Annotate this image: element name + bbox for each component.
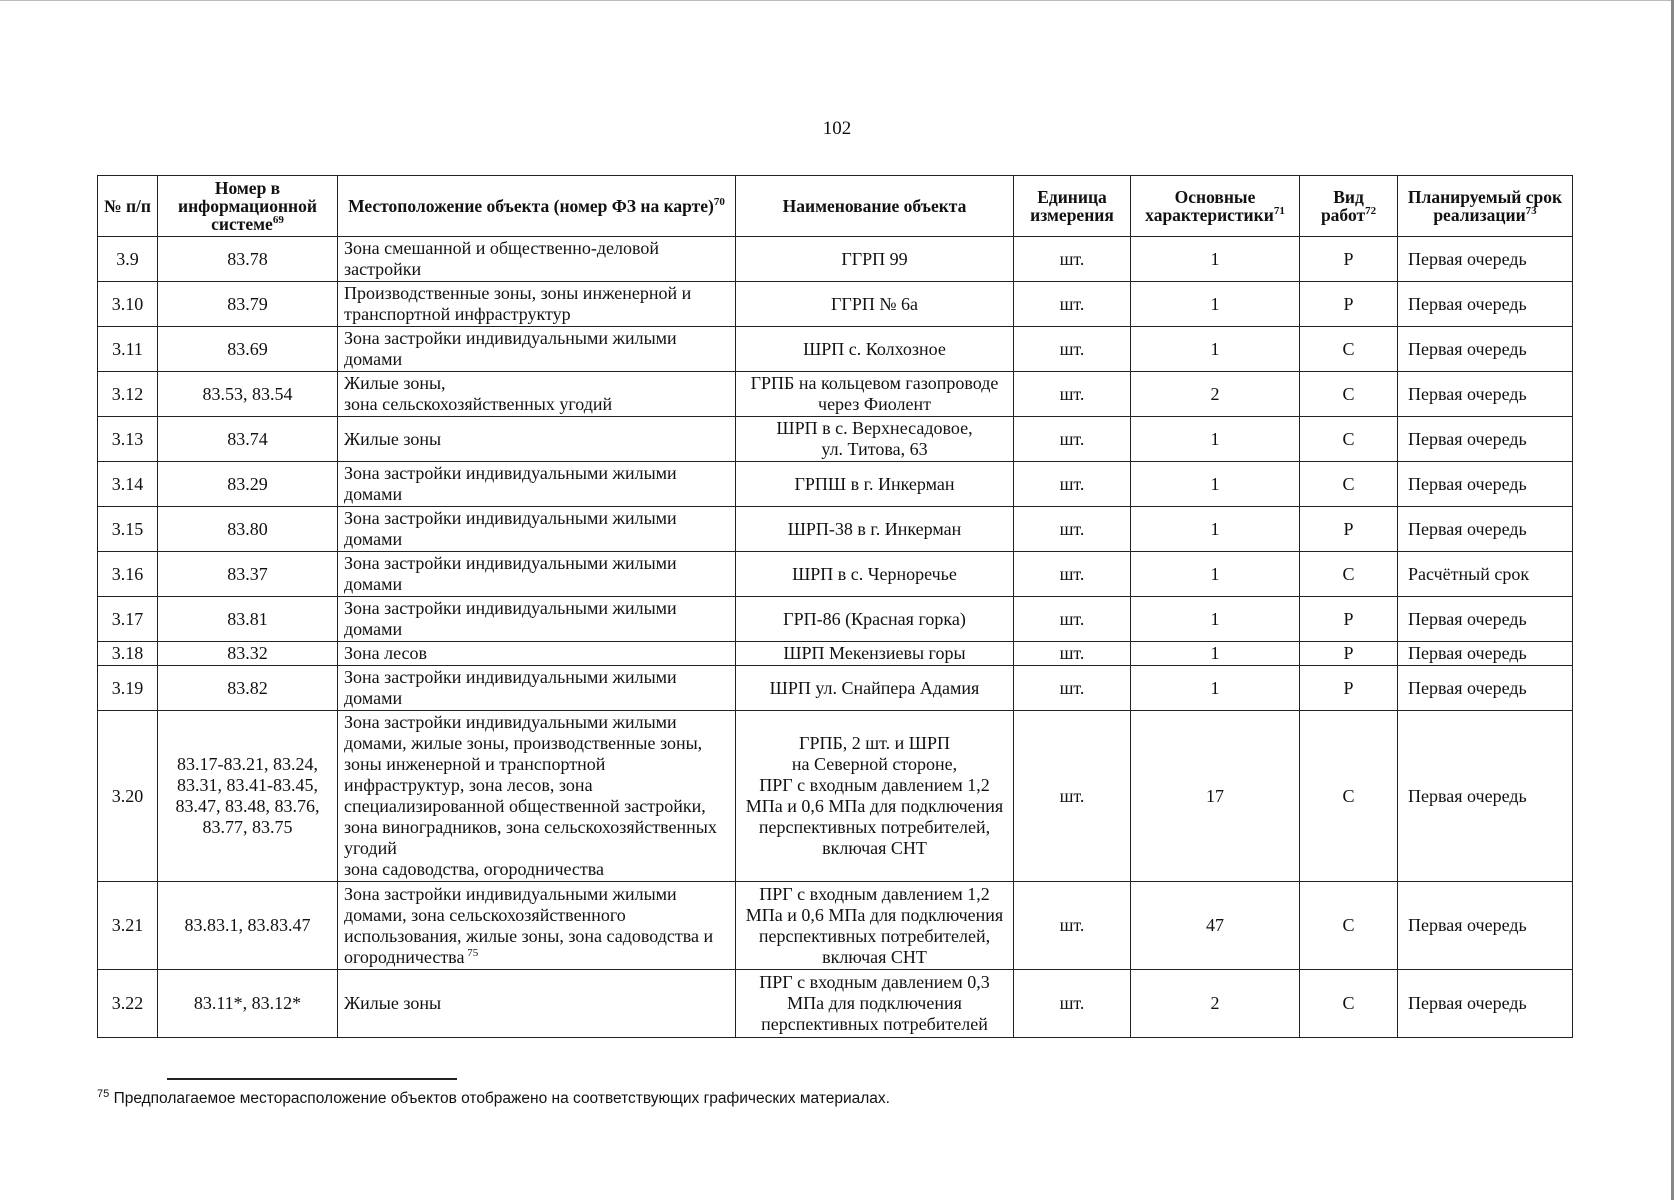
row-unit: шт. xyxy=(1014,552,1131,597)
table-row xyxy=(98,882,1573,970)
row-work-type: С xyxy=(1300,970,1398,1038)
row-term: Первая очередь xyxy=(1398,970,1573,1038)
table-row xyxy=(98,237,1573,282)
row-characteristics: 1 xyxy=(1131,417,1300,462)
row-info-number: 83.79 xyxy=(158,282,338,327)
row-object-name: ГРПБ на кольцевом газопроводе через Фиолент xyxy=(736,372,1014,417)
row-object-name: ГГРП 99 xyxy=(736,237,1014,282)
row-num: 3.19 xyxy=(98,666,158,711)
row-num: 3.22 xyxy=(98,970,158,1038)
row-characteristics: 1 xyxy=(1131,642,1300,666)
row-info-number: 83.17-83.21, 83.24, 83.31, 83.41-83.45, 83.47, 83.48, 83.76, 83.77, 83.75 xyxy=(158,711,338,882)
row-work-type: Р xyxy=(1300,507,1398,552)
row-location: Производственные зоны, зоны инженерной и транспортной инфраструктур xyxy=(338,282,736,327)
row-term: Первая очередь xyxy=(1398,711,1573,882)
row-term: Первая очередь xyxy=(1398,666,1573,711)
table-row xyxy=(98,462,1573,507)
row-num: 3.9 xyxy=(98,237,158,282)
row-location: Зона застройки индивидуальными жилыми домами, зона сельскохозяйственного использования, жилые зоны, зона садоводства и огородничества $^{75}$ xyxy=(338,882,736,970)
row-unit: шт. xyxy=(1014,507,1131,552)
row-info-number: 83.32 xyxy=(158,642,338,666)
row-info-number: 83.74 xyxy=(158,417,338,462)
row-object-name: ГРП-86 (Красная горка) xyxy=(736,597,1014,642)
row-location: Зона застройки индивидуальными жилыми домами xyxy=(338,462,736,507)
row-object-name: ШРП в с. Верхнесадовое, ул. Титова, 63 xyxy=(736,417,1014,462)
table-header-row xyxy=(98,176,1573,237)
row-characteristics: 47 xyxy=(1131,882,1300,970)
footnote-text: Предполагаемое месторасположение объектов отображено на соответствующих графических материалах. xyxy=(113,1090,890,1107)
row-num: 3.10 xyxy=(98,282,158,327)
row-characteristics: 1 xyxy=(1131,507,1300,552)
header-location: Местоположение объекта (номер ФЗ на карте)$^{70}$ xyxy=(338,176,736,237)
row-object-name: ШРП с. Колхозное xyxy=(736,327,1014,372)
row-characteristics: 1 xyxy=(1131,327,1300,372)
row-term: Первая очередь xyxy=(1398,372,1573,417)
row-object-name: ПРГ с входным давлением 1,2 МПа и 0,6 МПа для подключения перспективных потребителей, включая СНТ xyxy=(736,882,1014,970)
row-work-type: Р xyxy=(1300,597,1398,642)
table-row xyxy=(98,666,1573,711)
row-work-type: Р xyxy=(1300,282,1398,327)
scan-edge-top xyxy=(0,0,1674,1)
row-info-number: 83.83.1, 83.83.47 xyxy=(158,882,338,970)
table-row xyxy=(98,711,1573,882)
header-characteristics: Основные характеристики$^{71}$ xyxy=(1131,176,1300,237)
row-work-type: Р xyxy=(1300,237,1398,282)
row-object-name: ГРПБ, 2 шт. и ШРП на Северной стороне, ПРГ с входным давлением 1,2 МПа и 0,6 МПа для подключения перспективных потребителей, включая СНТ xyxy=(736,711,1014,882)
row-object-name: ГГРП № 6а xyxy=(736,282,1014,327)
header-num: № п/п xyxy=(98,176,158,237)
row-info-number: 83.82 xyxy=(158,666,338,711)
row-info-number: 83.11*, 83.12* xyxy=(158,970,338,1038)
row-num: 3.14 xyxy=(98,462,158,507)
header-term: Планируемый срок реализации$^{73}$ xyxy=(1398,176,1573,237)
row-characteristics: 2 xyxy=(1131,372,1300,417)
row-unit: шт. xyxy=(1014,417,1131,462)
row-unit: шт. xyxy=(1014,666,1131,711)
row-characteristics: 1 xyxy=(1131,237,1300,282)
row-info-number: 83.29 xyxy=(158,462,338,507)
row-term: Расчётный срок xyxy=(1398,552,1573,597)
row-work-type: С xyxy=(1300,882,1398,970)
row-num: 3.13 xyxy=(98,417,158,462)
row-location: Зона застройки индивидуальными жилыми домами xyxy=(338,666,736,711)
table-row xyxy=(98,372,1573,417)
row-characteristics: 2 xyxy=(1131,970,1300,1038)
row-unit: шт. xyxy=(1014,327,1131,372)
row-object-name: ПРГ с входным давлением 0,3 МПа для подключения перспективных потребителей xyxy=(736,970,1014,1038)
row-work-type: С xyxy=(1300,417,1398,462)
row-unit: шт. xyxy=(1014,642,1131,666)
header-info-number: Номер в информационной системе$^{69}$ xyxy=(158,176,338,237)
row-term: Первая очередь xyxy=(1398,597,1573,642)
table-row xyxy=(98,597,1573,642)
row-characteristics: 1 xyxy=(1131,552,1300,597)
header-unit: Единица измерения xyxy=(1014,176,1131,237)
row-num: 3.20 xyxy=(98,711,158,882)
row-term: Первая очередь xyxy=(1398,327,1573,372)
row-object-name: ШРП в с. Черноречье xyxy=(736,552,1014,597)
row-unit: шт. xyxy=(1014,372,1131,417)
row-object-name: ШРП-38 в г. Инкерман xyxy=(736,507,1014,552)
row-location: Зона застройки индивидуальными жилыми домами, жилые зоны, производственные зоны, зоны инженерной и транспортной инфраструктур, зона лесов, зона специализированной общественной застройки, зона виноградников, зона сельскохозяйственных угодий зона садоводства, огородничества xyxy=(338,711,736,882)
row-num: 3.15 xyxy=(98,507,158,552)
row-info-number: 83.81 xyxy=(158,597,338,642)
row-location: Зона застройки индивидуальными жилыми домами xyxy=(338,327,736,372)
row-location: Зона застройки индивидуальными жилыми домами xyxy=(338,597,736,642)
row-num: 3.12 xyxy=(98,372,158,417)
row-characteristics: 17 xyxy=(1131,711,1300,882)
page-number: 102 xyxy=(822,118,852,139)
row-location: Жилые зоны, зона сельскохозяйственных угодий xyxy=(338,372,736,417)
row-unit: шт. xyxy=(1014,597,1131,642)
row-term: Первая очередь xyxy=(1398,882,1573,970)
row-work-type: Р xyxy=(1300,642,1398,666)
row-num: 3.18 xyxy=(98,642,158,666)
table-row xyxy=(98,327,1573,372)
row-info-number: 83.53, 83.54 xyxy=(158,372,338,417)
row-info-number: 83.78 xyxy=(158,237,338,282)
row-characteristics: 1 xyxy=(1131,282,1300,327)
row-num: 3.17 xyxy=(98,597,158,642)
row-work-type: С xyxy=(1300,372,1398,417)
table-row xyxy=(98,552,1573,597)
row-unit: шт. xyxy=(1014,237,1131,282)
row-term: Первая очередь xyxy=(1398,642,1573,666)
table-row xyxy=(98,417,1573,462)
row-location: Зона застройки индивидуальными жилыми домами xyxy=(338,552,736,597)
table-row xyxy=(98,282,1573,327)
row-unit: шт. xyxy=(1014,882,1131,970)
row-unit: шт. xyxy=(1014,462,1131,507)
table-row xyxy=(98,642,1573,666)
objects-table xyxy=(97,175,1573,1038)
footnote-divider xyxy=(167,1078,457,1080)
row-term: Первая очередь xyxy=(1398,237,1573,282)
header-name: Наименование объекта xyxy=(736,176,1014,237)
row-characteristics: 1 xyxy=(1131,597,1300,642)
row-term: Первая очередь xyxy=(1398,462,1573,507)
table-row xyxy=(98,970,1573,1038)
row-unit: шт. xyxy=(1014,711,1131,882)
row-num: 3.21 xyxy=(98,882,158,970)
footnote-mark: 75 xyxy=(97,1087,110,1100)
row-location: Жилые зоны xyxy=(338,970,736,1038)
row-work-type: С xyxy=(1300,327,1398,372)
row-characteristics: 1 xyxy=(1131,462,1300,507)
row-info-number: 83.69 xyxy=(158,327,338,372)
row-term: Первая очередь xyxy=(1398,417,1573,462)
row-term: Первая очередь xyxy=(1398,507,1573,552)
row-term: Первая очередь xyxy=(1398,282,1573,327)
footnote xyxy=(97,1087,890,1108)
row-location: Зона застройки индивидуальными жилыми домами xyxy=(338,507,736,552)
row-object-name: ШРП Мекензиевы горы xyxy=(736,642,1014,666)
row-characteristics: 1 xyxy=(1131,666,1300,711)
row-num: 3.11 xyxy=(98,327,158,372)
row-location: Зона лесов xyxy=(338,642,736,666)
row-object-name: ГРПШ в г. Инкерман xyxy=(736,462,1014,507)
row-work-type: С xyxy=(1300,711,1398,882)
row-unit: шт. xyxy=(1014,282,1131,327)
row-info-number: 83.37 xyxy=(158,552,338,597)
row-info-number: 83.80 xyxy=(158,507,338,552)
row-location: Жилые зоны xyxy=(338,417,736,462)
header-work-type: Вид работ$^{72}$ xyxy=(1300,176,1398,237)
table-row xyxy=(98,507,1573,552)
row-work-type: С xyxy=(1300,462,1398,507)
row-num: 3.16 xyxy=(98,552,158,597)
row-location: Зона смешанной и общественно-деловой застройки xyxy=(338,237,736,282)
row-location-footnote-mark: 75 xyxy=(464,946,479,959)
row-unit: шт. xyxy=(1014,970,1131,1038)
row-object-name: ШРП ул. Снайпера Адамия xyxy=(736,666,1014,711)
row-work-type: Р xyxy=(1300,666,1398,711)
row-work-type: С xyxy=(1300,552,1398,597)
